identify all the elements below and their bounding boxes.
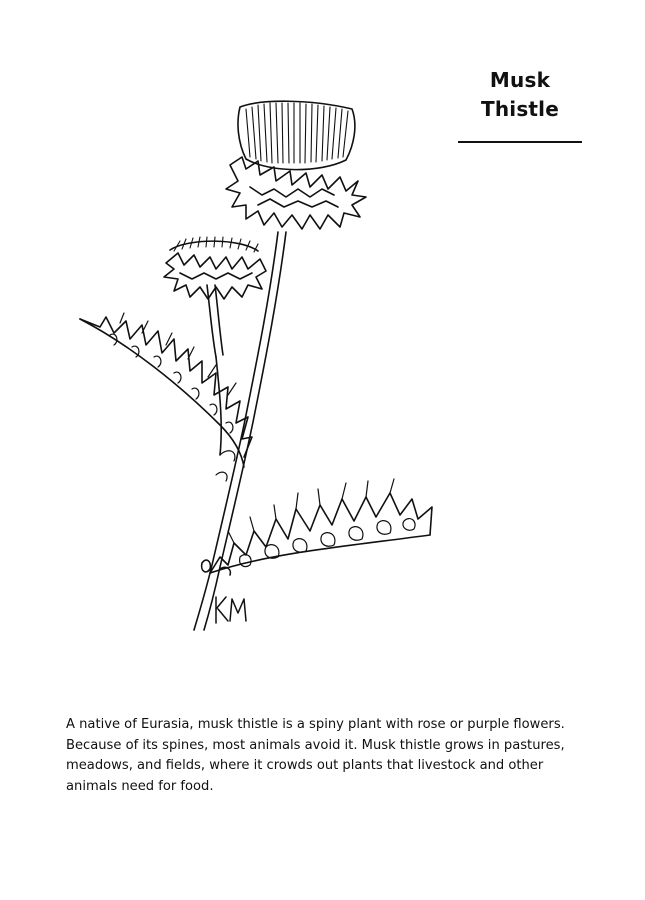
lower-spiny-leaf (202, 479, 432, 575)
page-title-line-2: Thistle (480, 97, 560, 121)
upper-spiny-leaf (80, 313, 252, 467)
artist-signature (216, 597, 246, 623)
description-text (66, 715, 626, 797)
musk-thistle-illustration (70, 95, 520, 635)
small-flower-head (164, 237, 266, 299)
page-title-line-1: Musk (489, 68, 551, 92)
large-flower-head (226, 101, 366, 229)
description-line-1: A native of Eurasia, musk thistle is a spiny plant with rose or purple flowers. (66, 717, 565, 732)
description-line-3: meadows, and fields, where it crowds out plants that livestock and other (66, 758, 544, 773)
description-line-2: Because of its spines, most animals avoid it. Musk thistle grows in pastures, (66, 737, 565, 753)
description-line-4: animals need for food. (66, 778, 214, 794)
